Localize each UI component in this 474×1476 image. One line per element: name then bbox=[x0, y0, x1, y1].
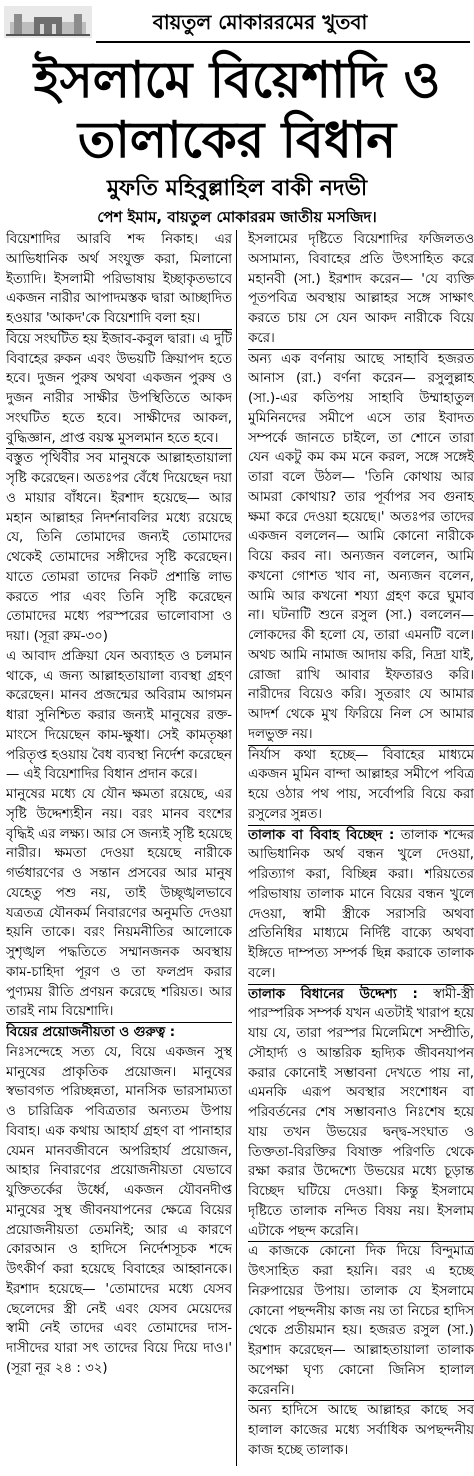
paragraph: মানুষের মধ্যে যে যৌন ক্ষমতা রয়েছে, এর সৃষ্টি উদ্দেশ্যহীন নয়। বরং মানব বংশের বৃদ্ধিই এর লক্ষ্য। আর সে জন্যই সৃষ্টি হয়েছে নারীর। ক্ষমতা দেওয়া হয়েছে নারীকে গর্ভধারণের ও সন্তান প্রসবের আর মানুষ যেহেতু পশু নয়, তাই উচ্ছৃঙ্খলভাবে যত্রতত্র যৌনকর্ম নিবারণের অনুমতি দেওয়া হয়নি তাকে। বরং নিয়মনীতির আলোকে সুশৃঙ্খল পদ্ধতিতে সম্মানজনক অবস্থায় কাম-চাহিদা পূরণ ও তা ফলপ্রদ করার পুণ্যময় রীতি প্রণয়ন করেছে শরিয়ত। আর তারই নাম বিয়েশাদি। bbox=[6, 787, 232, 1020]
subheading-divorce-purpose: তালাক বিধানের উদ্দেশ্য : bbox=[248, 986, 418, 1002]
author-title: পেশ ইমাম, বায়তুল মোকাররম জাতীয় মসজিদ। bbox=[97, 208, 377, 226]
paragraph bbox=[248, 825, 474, 984]
section-header bbox=[0, 0, 474, 44]
article-column-right bbox=[248, 230, 474, 1470]
paragraph: বস্তুত পৃথিবীর সব মানুষকে আল্লাহতায়ালা সৃষ্টি করেছেন। অতঃপর বেঁধে দিয়েছেন দয়া ও মায়ার বাঁধনে। ইরশাদ হয়েছে— আর মহান আল্লাহর নিদর্শনাবলির মধ্যে রয়েছে যে, তিনি তোমাদের জন্যই তোমাদের থেকেই তোমাদের সঙ্গীদের সৃষ্টি করেছেন। যাতে তোমরা তাদের নিকট প্রশান্তি লাভ করতে পার এবং তিনি সৃষ্টি করেছেন তোমাদের মধ্যে পরস্পরের ভালোবাসা ও দয়া। (সূরা রুম-৩০) bbox=[6, 448, 232, 647]
header-rule bbox=[96, 41, 470, 43]
paragraph: এ কাজকে কোনো দিক দিয়ে বিন্দুমাত্র উৎসাহিত করা হয়নি। বরং এ হচ্ছে নিরুপায়ের উপায়। তালাক যে ইসলামে কোনো পছন্দনীয় কাজ নয় তা নিচের হাদিস থেকে প্রতীয়মান হয়। হজরত রসুল (সা.) ইরশাদ করেছেন— আল্লাহতায়ালা তালাক অপেক্ষা ঘৃণ্য কোনো জিনিস হালাল করেননি। bbox=[248, 1241, 474, 1400]
paragraph: ইসলামের দৃষ্টিতে বিয়েশাদির ফজিলতও অসামান্য, বিবাহের প্রতি উৎসাহিত করে মহানবী (সা.) ইরশাদ করেন— 'যে ব্যক্তি পূতপবিত্র অবস্থায় আল্লাহর সঙ্গে সাক্ষাৎ করতে চায় সে যেন আকদ নারীকে বিয়ে করে। bbox=[248, 232, 474, 346]
author-name: মুফতি মহিবুল্লাহিল বাকী নদভী bbox=[106, 176, 368, 201]
subheading-marriage-importance: বিয়ের প্রয়োজনীয়তা ও গুরুত্ব : bbox=[6, 1022, 232, 1043]
paragraph bbox=[248, 984, 474, 1242]
paragraph-text: তালাক শব্দের আভিধানিক অর্থ বন্ধন খুলে দেওয়া, পরিত্যাগ করা, বিচ্ছিন্ন করা। শরিয়তের পরিভাষায় তালাক মানে বিয়ের বন্ধন খুলে দেওয়া, স্বামী স্ত্রীকে সরাসরি অথবা প্রতিনিধির মাধ্যমে নির্দিষ্ট বাক্যে অথবা ইঙ্গিতে দাম্পত্য সম্পর্ক ছিন্ন করাকে তালাক বলে। bbox=[248, 827, 474, 981]
subheading-divorce: তালাক বা বিবাহ বিচ্ছেদ : bbox=[248, 827, 395, 843]
article-column-left bbox=[6, 230, 232, 1470]
headline-line-1: ইসলামে বিয়েশাদি ও bbox=[33, 50, 441, 109]
paragraph: নিঃসন্দেহে সত্য যে, বিয়ে একজন সুস্থ মানুষের প্রাকৃতিক প্রয়োজন। মানুষের স্বভাবগত পরিচ্ছন্নতা, মানসিক ভারসাম্যতা ও চারিত্রিক পবিত্রতার অন্যতম উপায় বিবাহ। এক কথায় আহার্য গ্রহণ বা পানাহার যেমন মানবজীবনে অপরিহার্য প্রয়োজন, আহার নিবারণের প্রয়োজনীয়তা যেভাবে যুক্তিতর্কের উর্ধ্বে, একজন যৌবনদীপ্ত মানুষের সুস্থ জীবনযাপনের ক্ষেত্রে বিয়ের প্রয়োজনীয়তা তেমনিই; আর এ কারণে কোরআন ও হাদিসে নির্দেশসূচক শব্দে উৎকীর্ণ করা হয়েছে বিবাহের আহ্বানকে। ইরশাদ হয়েছে— 'তোমাদের মধ্যে যেসব ছেলেদের স্ত্রী নেই এবং যেসব মেয়েদের স্বামী নেই তাদের এবং তোমাদের দাস-দাসীদের যারা সৎ তাদের বিয়ে দিয়ে দাও।' (সূরা নূর ২৪ : ৩২) bbox=[6, 1044, 232, 1376]
paragraph: অন্য হাদিসে আছে আল্লাহর কাছে সব হালাল কাজের মধ্যে সর্বাধিক অপছন্দনীয় কাজ হচ্ছে তালাক। bbox=[248, 1400, 474, 1460]
mosque-icon bbox=[4, 6, 92, 38]
paragraph: বিয়েশাদির আরবি শব্দ নিকাহ। এর আভিধানিক অর্থ সংযুক্ত করা, মিলানো ইত্যাদি। ইসলামী পরিভাষায় ইচ্ছাকৃতভাবে একজন নারীর আপাদমস্তক দ্বারা আচ্ছাদিত হওয়ার 'আকদ'কে বিয়েশাদি বলা হয়। bbox=[6, 232, 232, 326]
paragraph: অন্য এক বর্ণনায় আছে সাহাবি হজরত আনাস (রা.) বর্ণনা করেন— রসুলুল্লাহ (সা.)-এর কতিপয় সাহাবি উম্মাহাতুল মুমিনিনদের সমীপে এসে তার ইবাদত সম্পর্কে জানতে চাইলে, তা শোনে তারা যেন একটু কম কম মনে করল, সঙ্গে সঙ্গেই তারা বলে উঠল— 'তিনি কোথায় আর আমরা কোথায়? তার পূর্বাপর সব গুনাহ ক্ষমা করে দেওয়া হয়েছে।' অতঃপর তাদের একজন বললেন— আমি কোনো নারীকে বিয়ে করব না। অন্যজন বললেন, আমি কখনো গোশত খাব না, অন্যজন বলেন, আমি আর কখনো শয্যা গ্রহণ করে ঘুমাব না। ঘটনাটি শুনে রসুল (সা.) বললেন— লোকদের কী হলো যে, তারা এমনটি বলে। অথচ আমি নামাজ আদায় করি, নিদ্রা যাই, রোজা রাখি আবার ইফতারও করি। নারীদের বিয়েও করি। সুতরাং যে আমার আদর্শ থেকে মুখ ফিরিয়ে নিল সে আমার দলভুক্ত নয়। bbox=[248, 349, 474, 745]
paragraph-text: স্বামী-স্ত্রী পারস্পরিক সম্পর্ক যখন এতটাই খারাপ হয়ে যায় যে, তারা পরস্পর মিলেমিশে সম্প্রীতি, সৌহার্দ্য ও আন্তরিক হৃদ্যিক জীবনযাপন করার কোনোই সম্ভাবনা দেখতে পায় না, এমনকি এরূপ অবস্থার সংশোধন বা পরিবর্তনের শেষ সম্ভাবনাও নিঃশেষ হয়ে যায় তখন উভয়ের দ্বন্দ্ব-সংঘাত ও তিক্ততা-বিরক্তির বিষাক্ত পরিণতি থেকে রক্ষা করার উদ্দেশ্যে উভয়ের মধ্যে চূড়ান্ত বিচ্ছেদ ঘটিয়ে দেওয়া। কিন্তু ইসলামে দৃষ্টিতে তালাক নন্দিত বিষয় নয়। ইসলাম এটাকে পছন্দ করেনি। bbox=[248, 986, 474, 1239]
column-divider bbox=[236, 230, 237, 1466]
paragraph: এ আবাদ প্রক্রিয়া যেন অব্যাহত ও চলমান থাকে, এ জন্য আল্লাহতায়ালা ব্যবস্থা গ্রহণ করেছেন। মানব প্রজন্মের অবিরাম আগমন ধারা সুনিশ্চিত করার জন্যই মানুষের রক্ত-মাংসে দিয়েছেন কাম-ক্ষুধা। সেই কামতৃষ্ণা পরিতৃপ্ত হওয়ায় বৈধ ব্যবস্থা নির্দেশ করেছেন— এই বিয়েশাদির বিধান প্রদান করে। bbox=[6, 648, 232, 783]
section-title: বায়তুল মোকাররমের খুতবা bbox=[152, 10, 368, 34]
paragraph: বিয়ে সংঘটিত হয় ইজাব-কবুল দ্বারা। এ দুটি বিবাহের রুকন এবং উভয়টি ক্রিয়াপদ হতে হবে। দুজন পুরুষ অথবা একজন পুরুষ ও দুজন নারীর সাক্ষীর উপস্থিতিতে আকদ সংঘটিত হতে হবে। সাক্ষীদের আকল, বুদ্ধিজ্ঞান, প্রাপ্ত বয়স্ক মুসলমান হতে হবে। bbox=[6, 329, 232, 449]
paragraph: নির্যাস কথা হচ্ছে— বিবাহের মাধ্যমে একজন মুমিন বান্দা আল্লাহর সমীপে পবিত্র হয়ে ওঠার পথ পায়, সর্বোপরি বিয়ে করা রসুলের সুন্নত। bbox=[248, 745, 474, 825]
headline-line-2: তালাকের বিধান bbox=[77, 110, 397, 169]
